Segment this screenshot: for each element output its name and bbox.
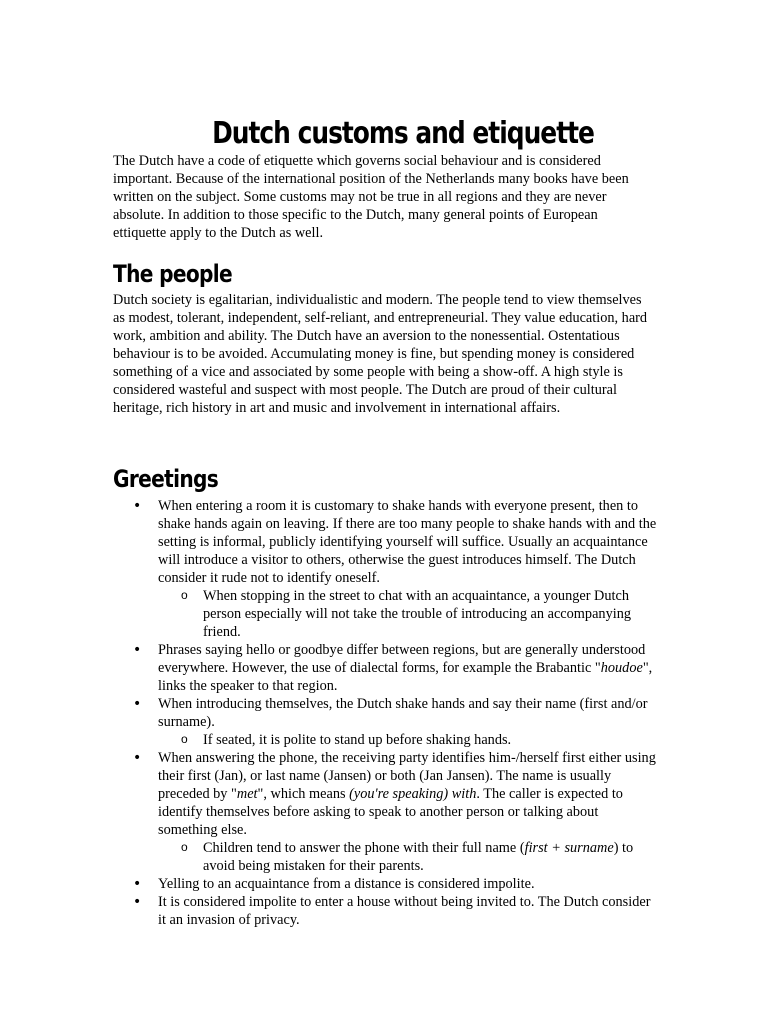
sub-list-item (158, 587, 658, 641)
sub-list-item-text: If seated, it is polite to stand up before shaking hands. (203, 732, 512, 748)
sub-list-item-text: When stopping in the street to chat with an acquaintance, a younger Dutch person especially will not take the trouble of introducing an accompanying friend. (203, 588, 631, 640)
list-item (113, 875, 658, 893)
list-item (113, 497, 658, 641)
list-item (113, 695, 658, 749)
people-heading: The people (113, 260, 233, 288)
list-item-text: ", links the speaker to that region. (158, 660, 653, 694)
intro-paragraph: The Dutch have a code of etiquette which governs social behaviour and is considered important. Because of the international position of the Netherlands many books have been written on the subject. Some customs may not be true in all regions and they are never absolute. In addition to those specific to the Dutch, many general points of European ettiquette apply to the Dutch as well. (113, 153, 629, 241)
list-item (113, 749, 658, 875)
list-item-text: When introducing themselves, the Dutch shake hands and say their name (first and/or surname). (158, 696, 648, 730)
italic-term: met (236, 786, 258, 802)
list-item (113, 893, 658, 929)
sub-list (158, 731, 658, 749)
list-item-text: It is considered impolite to enter a house without being invited to. The Dutch consider it an invasion of privacy. (158, 894, 651, 928)
sub-list (158, 839, 658, 875)
sub-list-item (158, 839, 658, 875)
sub-list-item-text: ) to avoid being mistaken for their parents. (203, 840, 634, 874)
list-item-text: Yelling to an acquaintance from a distance is considered impolite. (158, 876, 535, 892)
list-item (113, 641, 658, 695)
list-item-text: ", which means (257, 786, 350, 802)
italic-term: first + surname (524, 840, 614, 856)
page-title: Dutch customs and etiquette (212, 116, 594, 152)
list-item-text: When entering a room it is customary to shake hands with everyone present, then to shake hands again on leaving. If there are too many people to shake hands with and the setting is informal, publicly identifying yourself will suffice. Usually an acquaintance will introduce a visitor to others, otherwise the guest introduces himself. The Dutch consider it rude not to identify oneself. (158, 498, 657, 586)
italic-term: houdoe (600, 660, 643, 676)
sub-list-item (158, 731, 658, 749)
list-item-text: . The caller is expected to identify themselves before asking to speak to another person or talking about something else. (158, 786, 623, 838)
sub-list (158, 587, 658, 641)
italic-term: (you're speaking) with (349, 786, 477, 802)
list-item-text: When answering the phone, the receiving party identifies him-/herself first either using their first (Jan), or last name (Jansen) or both (Jan Jansen). The name is usually preceded by " (158, 750, 656, 802)
people-paragraph: Dutch society is egalitarian, individualistic and modern. The people tend to view themselves as modest, tolerant, independent, self-reliant, and entrepreneurial. They value education, hard work, ambition and ability. The Dutch have an aversion to the nonessential. Ostentatious behaviour is to be avoided. Accumulating money is fine, but spending money is considered something of a vice and associated by some people with being a show-off. A high style is considered wasteful and suspect with most people. The Dutch are proud of their cultural heritage, rich history in art and music and involvement in international affairs. (113, 292, 648, 416)
sub-list-item-text: Children tend to answer the phone with their full name ( (203, 840, 525, 856)
greetings-heading: Greetings (113, 465, 219, 493)
list-item-text: Phrases saying hello or goodbye differ between regions, but are generally understood everywhere. However, the use of dialectal forms, for example the Brabantic " (158, 642, 646, 676)
greetings-list (113, 497, 658, 929)
